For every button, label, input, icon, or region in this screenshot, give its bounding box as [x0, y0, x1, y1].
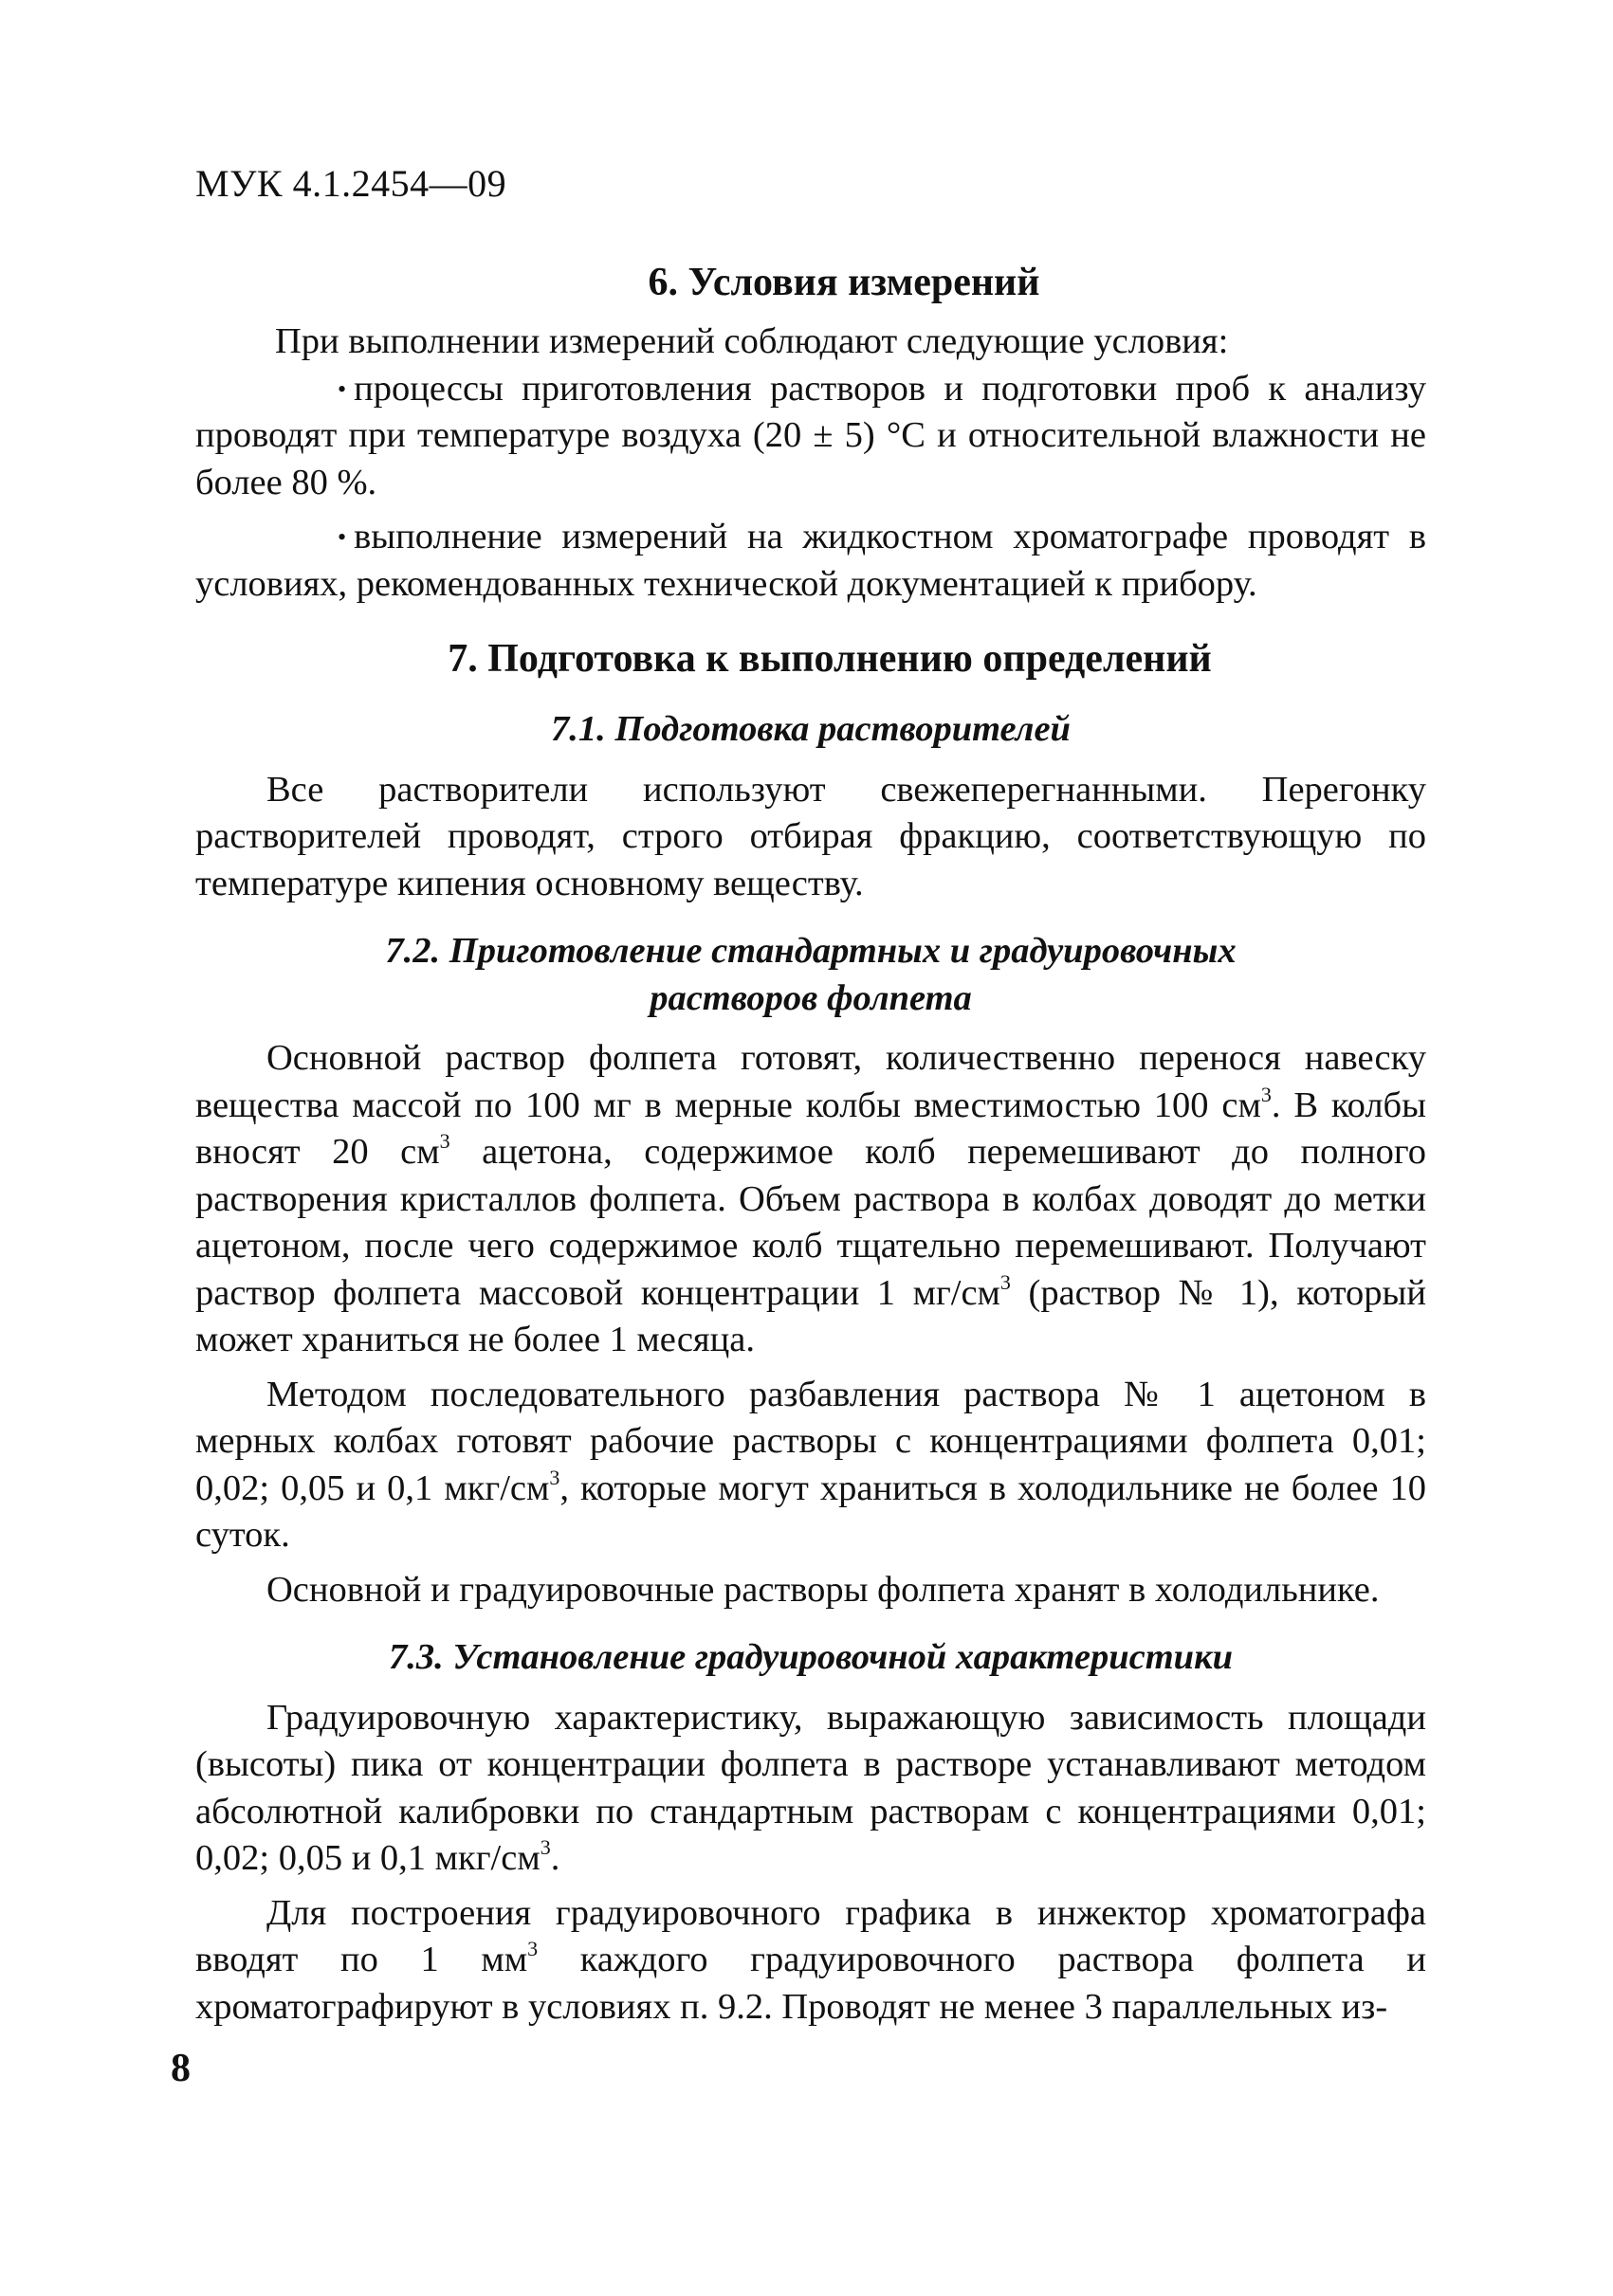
- section-7-title: 7. Подготовка к выполнению определений: [448, 637, 1212, 681]
- subsection-7-2-title-line-2: растворов фолпета: [650, 977, 972, 1018]
- superscript: 3: [527, 1937, 539, 1960]
- text-run: каждого градуировочного раствора фолпета и хроматографируют в условиях п. 9.2. Проводят не менее 3 параллельных из-: [195, 1940, 1426, 2027]
- section-6-title: 6. Условия измерений: [648, 261, 1040, 304]
- text-run: (раствор № 1), который может храниться не более 1 месяца.: [195, 1272, 1426, 1359]
- text-run: . В колбы вносят 20 см: [195, 1084, 1427, 1172]
- subsection-7-2-paragraph-2: [195, 1372, 1426, 1559]
- subsection-7-2-title-line-1: 7.2. Приготовление стандартных и градуировочных: [385, 931, 1237, 971]
- page-content: [195, 256, 1426, 2031]
- subsection-7-3-paragraph-1: [195, 1695, 1426, 1883]
- section-6-intro: При выполнении измерений соблюдают следующие условия:: [275, 321, 1229, 361]
- superscript: 3: [999, 1269, 1011, 1294]
- text-run: .: [550, 1838, 560, 1878]
- bullet-2-text: выполнение измерений на жидкостном хроматографе проводят в условиях, рекомендованных технической документацией к прибору.: [195, 517, 1426, 604]
- superscript: 3: [439, 1129, 450, 1153]
- subsection-7-1-text: Все растворители используют свежеперегнанными. Перегонку растворителей проводят, строго отбирая фракцию, соответствующую по температуре кипения основному веществу.: [195, 769, 1426, 903]
- text-run: Методом последовательного разбавления раствора № 1 ацетоном в мерных колбах готовят рабочие растворы с концентрациями фолпета 0,01; 0,02; 0,05 и 0,1 мкг/см: [195, 1374, 1426, 1508]
- section-6-bullet-1: [195, 366, 1426, 507]
- superscript: 3: [549, 1465, 560, 1489]
- subsection-7-3-title: 7.3. Установление градуировочной характеристики: [389, 1637, 1233, 1677]
- text-run: Градуировочную характеристику, выражающую зависимость площади (высоты) пика от концентрации фолпета в растворе устанавливают методом абсолютной калибровки по стандартным растворам с концентрациями 0,01; 0,02; 0,05 и 0,1 мкг/см: [195, 1697, 1426, 1878]
- bullet-icon: •: [338, 374, 347, 403]
- subsection-7-3-paragraph-2: [195, 1890, 1426, 2032]
- page-number: 8: [171, 2047, 191, 2090]
- bullet-icon: •: [338, 523, 347, 551]
- subsection-7-2-paragraph-3: Основной и градуировочные растворы фолпета хранят в холодильнике.: [266, 1569, 1380, 1610]
- bullet-1-text: процессы приготовления растворов и подготовки проб к анализу проводят при температуре воздуха (20 ± 5) °С и относительной влажности не более 80 %.: [195, 368, 1426, 502]
- text-run: , которые могут храниться в холодильнике не более 10 суток.: [195, 1467, 1426, 1555]
- text-run: Для построения градуировочного графика в инжектор хроматографа вводят по 1 мм: [195, 1892, 1426, 1979]
- superscript: 3: [1260, 1082, 1272, 1106]
- subsection-7-1-title: 7.1. Подготовка растворителей: [551, 709, 1071, 749]
- superscript: 3: [540, 1835, 551, 1859]
- document-code: МУК 4.1.2454—09: [195, 162, 507, 205]
- subsection-7-2-title: [195, 928, 1426, 1022]
- text-run: ацетона, содержимое колб перемешивают до полного растворения кристаллов фолпета. Объем раствора в колбах доводят до метки ацетоном, после чего содержимое колб тщательно перемешивают. Получают раствор фолпета массовой концентрации 1 мг/см: [195, 1132, 1426, 1313]
- subsection-7-2-paragraph-1: [195, 1035, 1426, 1364]
- section-6-bullet-2: [195, 514, 1426, 608]
- text-run: Основной раствор фолпета готовят, количественно перенося навеску вещества массой по 100 мг в мерные колбы вместимостью 100 см: [195, 1038, 1426, 1125]
